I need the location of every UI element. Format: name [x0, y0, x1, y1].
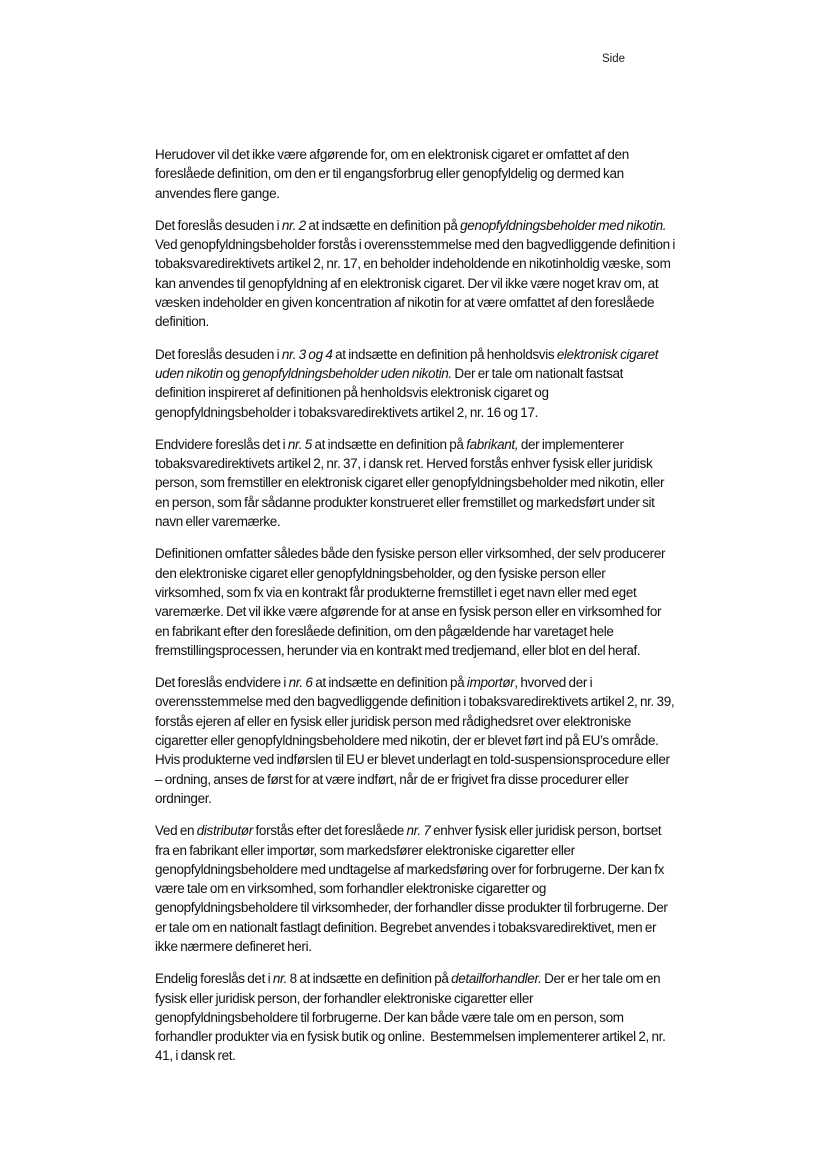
italic-text-run: nr. 5 [287, 436, 312, 452]
text-run: Endvidere foreslås det i [155, 436, 288, 452]
text-run: Ved genopfyldningsbeholder forstås i overensstemmelse med den bagvedliggende definition i tobaksvaredirektivets artikel 2, nr. 17, en beholder indeholdende en nikotinholdig væske, som kan anvendes til genopfyldning af en elektronisk cigaret. Der vil ikke være noget krav om, at væsken indeholder en given koncentration af nikotin for at være omfattet af den foreslåede definition. [155, 217, 678, 330]
italic-text-run: genopfyldningsbeholder uden nikotin. [242, 365, 452, 381]
text-run: , hvorved der i overensstemmelse med den bagvedliggende definition i tobaksvaredirektivets artikel 2, nr. 39, forstås ejeren af eller en fysisk eller juridisk person med rådighedsret over elektroniske cigaretter eller genopfyldningsbeholdere med nikotin, der er blevet ført ind på EU’s område. Hvis produkterne ved indførslen til EU er blevet underlagt en told-suspensionsprocedure eller – ordning, anses de først for at være indført, når de er frigivet fra disse procedurer eller ordninger. [155, 675, 677, 806]
paragraph [155, 544, 676, 660]
italic-text-run: elektronisk cigaret uden nikotin [155, 346, 661, 381]
paragraph [155, 673, 676, 808]
text-run: Der er tale om nationalt fastsat definition inspireret af definitionen på henholdsvis elektronisk cigaret og genopfyldningsbeholder i tobaksvaredirektivets artikel 2, nr. 16 og 17. [155, 365, 626, 420]
text-run: 8 at indsætte en definition på [287, 971, 452, 987]
text-run: Definitionen omfatter således både den fysiske person eller virksomhed, der selv producerer den elektroniske cigaret eller genopfyldningsbeholder, og den fysiske person eller virksomhed, som fx via en kontrakt får produkterne fremstillet i eget navn eller med eget varemærke. Det vil ikke være afgørende for at anse en fysisk person eller en virksomhed for en fabrikant efter den foreslåede definition, om den pågældende har varetaget hele fremstillingsprocessen, herunder via en kontrakt med tredjemand, eller blot en del heraf. [155, 546, 668, 658]
page-header-side-label: Side [602, 53, 626, 65]
italic-text-run: nr. 3 og 4 [281, 346, 333, 362]
text-run: og [222, 365, 243, 381]
text-run: Herudover vil det ikke være afgørende for, om en elektronisk cigaret er omfattet af den foreslåede definition, om den er til engangsforbrug eller genopfyldelig og dermed kan anvendes flere gange. [155, 147, 632, 201]
italic-text-run: nr. [272, 971, 288, 987]
italic-text-run: nr. 7 [406, 823, 431, 839]
text-run: forstås efter det foreslåede [252, 823, 407, 839]
text-run: Det foreslås desuden i [155, 346, 282, 362]
text-run: at indsætte en definition på [312, 675, 467, 691]
paragraph [155, 145, 676, 203]
italic-text-run: genopfyldningsbeholder med nikotin. [460, 217, 667, 233]
text-run: Endelig foreslås det i [155, 971, 273, 987]
text-run: Det foreslås endvidere i [155, 675, 289, 691]
italic-text-run: importør [466, 675, 515, 691]
text-run: Det foreslås desuden i [155, 217, 282, 233]
text-run: at indsætte en definition på [311, 436, 467, 452]
text-run: enhver fysisk eller juridisk person, bortset fra en fabrikant eller importør, som markedsfører elektroniske cigaretter eller genopfyldningsbeholdere med undtagelse af markedsføring over for forbrugerne. Der kan fx være tale om en virksomhed, som forhandler elektroniske cigaretter og genopfyldningsbeholdere til virksomheder, der forhandler disse produkter til forbrugerne. Der er tale om en nationalt fastlagt definition. Begrebet anvendes i tobaksvaredirektivet, men er ikke nærmere defineret heri. [155, 823, 671, 954]
text-run: Der er her tale om en fysisk eller juridisk person, der forhandler elektroniske cigaretter eller genopfyldningsbeholdere til forbrugerne. Der kan både være tale om en person, som forhandler produkter via en fysisk butik og online. Bestemmelsen implementerer artikel 2, nr. 41, i dansk ret. [155, 971, 669, 1064]
text-run: Ved en [155, 823, 197, 839]
paragraph [155, 345, 676, 422]
paragraph [155, 969, 676, 1065]
paragraph [155, 821, 676, 956]
paragraph [155, 435, 676, 531]
document-body [155, 145, 676, 1079]
italic-text-run: detailforhandler. [451, 971, 542, 987]
italic-text-run: distributør [196, 823, 253, 839]
paragraph [155, 216, 676, 332]
text-run: at indsætte en definition på [305, 217, 461, 233]
italic-text-run: fabrikant, [466, 436, 519, 452]
italic-text-run: nr. 6 [288, 675, 313, 691]
text-run: der implementerer tobaksvaredirektivets artikel 2, nr. 37, i dansk ret. Herved forstås enhver fysisk eller juridisk person, som fremstiller en elektronisk cigaret eller genopfyldningsbeholder med nikotin, eller en person, som får sådanne produkter konstrueret eller fremstillet og markedsført under sit navn eller varemærke. [155, 436, 667, 530]
italic-text-run: nr. 2 [281, 217, 306, 233]
text-run: at indsætte en definition på henholdsvis [332, 346, 557, 362]
